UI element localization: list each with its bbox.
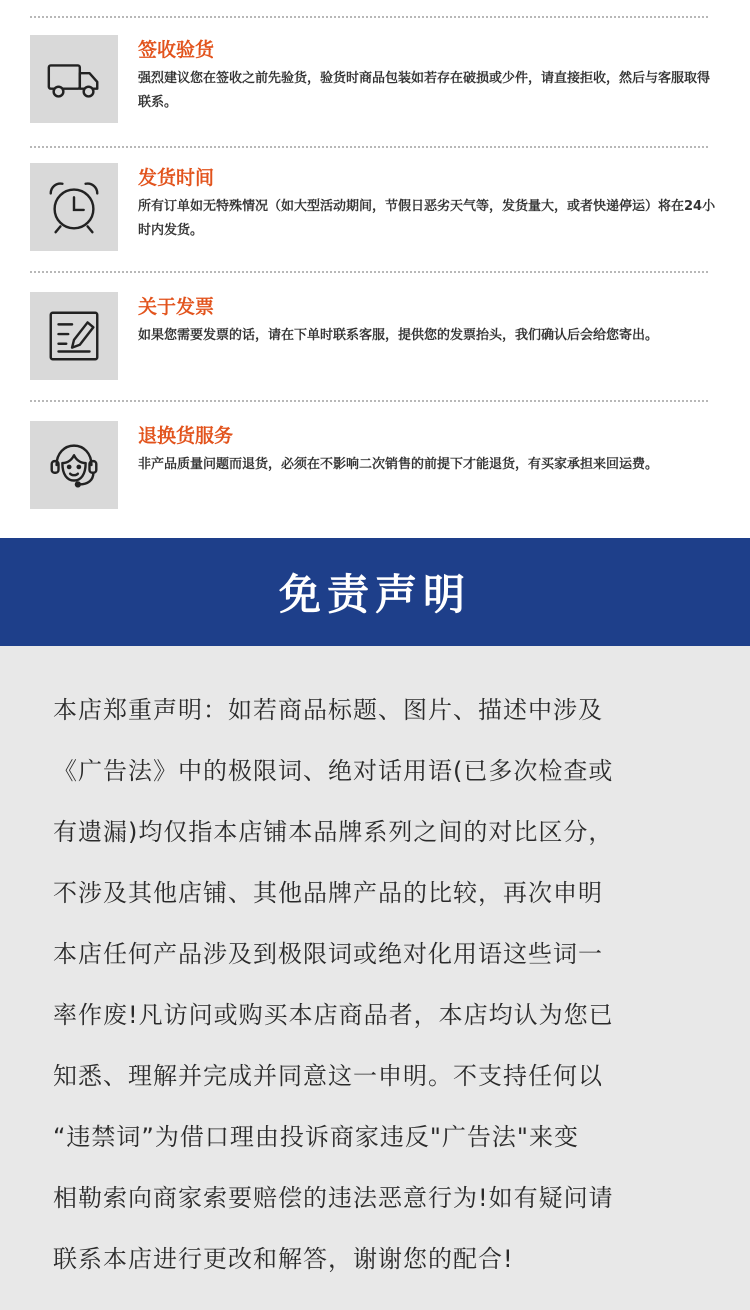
statement-line: 不涉及其他店铺、其他品牌产品的比较，再次申明 bbox=[53, 879, 603, 907]
statement-line: 《广告法》中的极限词、绝对话用语(已多次检查或 bbox=[53, 757, 614, 785]
statement-line: “违禁词”为借口理由投诉商家违反"广告法"来变 bbox=[53, 1123, 579, 1151]
truck-icon bbox=[30, 35, 118, 123]
service-title: 退换货服务 bbox=[138, 425, 234, 447]
service-description: 如果您需要发票的话，请在下单时联系客服，提供您的发票抬头，我们确认后会给您寄出。 bbox=[138, 328, 659, 343]
service-description: 强烈建议您在签收之前先验货，验货时商品包装如若存在破损或少件，请直接拒收，然后与客服取得联系。 bbox=[138, 71, 711, 110]
divider bbox=[30, 271, 708, 273]
disclaimer-statement bbox=[0, 646, 750, 1310]
service-title: 发货时间 bbox=[138, 167, 215, 189]
service-item-returns bbox=[30, 421, 730, 511]
customer-service-icon bbox=[30, 421, 118, 509]
statement-line: 本店任何产品涉及到极限词或绝对化用语这些词一 bbox=[53, 940, 603, 968]
statement-line: 知悉、理解并完成并同意这一申明。不支持任何以 bbox=[53, 1062, 603, 1090]
disclaimer-banner bbox=[0, 538, 750, 646]
service-item-inspection bbox=[30, 35, 730, 125]
statement-line: 率作废!凡访问或购买本店商品者，本店均认为您已 bbox=[53, 1001, 614, 1029]
service-description: 非产品质量问题而退货，必须在不影响二次销售的前提下才能退货，有买家承担来回运费。 bbox=[138, 457, 659, 472]
service-section bbox=[0, 0, 750, 538]
alarm-clock-icon bbox=[30, 163, 118, 251]
disclaimer-title: 免责声明 bbox=[278, 570, 471, 619]
service-description: 所有订单如无特殊情况（如大型活动期间，节假日恶劣天气等，发货量大，或者快递停运）将在24小时内发货。 bbox=[138, 199, 716, 238]
statement-line: 联系本店进行更改和解答，谢谢您的配合! bbox=[53, 1245, 514, 1273]
divider bbox=[30, 400, 708, 402]
divider bbox=[30, 16, 708, 18]
statement-line: 有遗漏)均仅指本店铺本品牌系列之间的对比区分， bbox=[53, 818, 614, 846]
invoice-edit-icon bbox=[30, 292, 118, 380]
statement-line: 相勒索向商家索要赔偿的违法恶意行为!如有疑问请 bbox=[53, 1184, 614, 1212]
service-item-shipping bbox=[30, 163, 730, 253]
statement-line: 本店郑重声明：如若商品标题、图片、描述中涉及 bbox=[53, 696, 603, 724]
service-title: 关于发票 bbox=[138, 296, 215, 318]
service-title: 签收验货 bbox=[138, 39, 215, 61]
divider bbox=[30, 146, 708, 148]
service-item-invoice bbox=[30, 292, 730, 382]
